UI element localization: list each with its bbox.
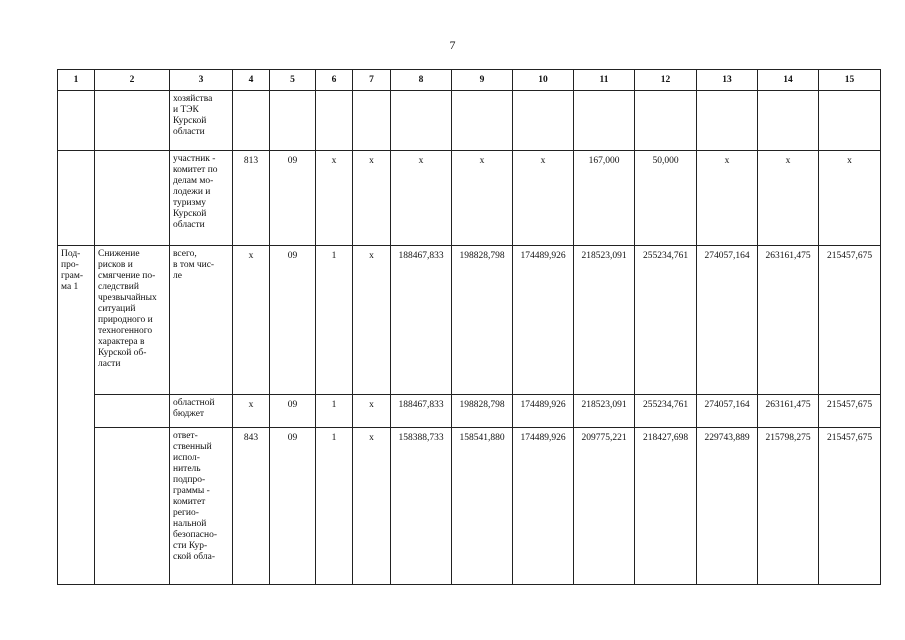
- table-cell: 209775,221: [574, 428, 635, 585]
- header-col-7: 7: [353, 70, 391, 91]
- table-cell: 255234,761: [635, 246, 697, 395]
- header-col-8: 8: [391, 70, 452, 91]
- subprogram-label-cell: [58, 246, 95, 585]
- header-col-1: 1: [58, 70, 95, 91]
- table-cell: [95, 246, 170, 395]
- table-cell: 1: [316, 395, 353, 428]
- table-cell: 263161,475: [758, 246, 819, 395]
- cell-text: участник - комитет по делам мо- лодежи и туризму Курской области: [173, 154, 218, 230]
- table-row: [58, 91, 881, 151]
- table-cell: 50,000: [635, 151, 697, 246]
- table-cell: х: [353, 428, 391, 585]
- table-cell: [270, 91, 316, 151]
- table-cell: 188467,833: [391, 246, 452, 395]
- table-cell: [697, 91, 758, 151]
- table-cell: 174489,926: [513, 395, 574, 428]
- cell-text: хозяйства и ТЭК Курской области: [173, 94, 213, 137]
- table-cell: х: [758, 151, 819, 246]
- table-row: [58, 428, 881, 585]
- cell-text: Снижение рисков и смягчение по- следствий чрезвычайных ситуаций природного и техногенного характера в Курской об- ласти: [98, 249, 157, 369]
- table-cell: 215457,675: [819, 246, 881, 395]
- table-cell: 813: [233, 151, 270, 246]
- table-cell: 09: [270, 428, 316, 585]
- table-cell: х: [391, 151, 452, 246]
- table-cell: [353, 91, 391, 151]
- table-cell: [58, 151, 95, 246]
- table-cell: 218523,091: [574, 246, 635, 395]
- budget-table: [57, 69, 881, 585]
- header-col-14: 14: [758, 70, 819, 91]
- table-cell: 174489,926: [513, 246, 574, 395]
- table-cell: 09: [270, 151, 316, 246]
- header-col-6: 6: [316, 70, 353, 91]
- table-cell: [391, 91, 452, 151]
- header-row: [58, 70, 881, 91]
- table-cell: [170, 428, 233, 585]
- table-cell: [316, 91, 353, 151]
- table-cell: х: [233, 246, 270, 395]
- table-cell: х: [513, 151, 574, 246]
- table-cell: 1: [316, 428, 353, 585]
- table-cell: 188467,833: [391, 395, 452, 428]
- table-row: [58, 246, 881, 395]
- table-cell: 229743,889: [697, 428, 758, 585]
- cell-text: Под- про- грам- ма 1: [61, 249, 84, 292]
- table-cell: 09: [270, 246, 316, 395]
- table-cell: [95, 395, 170, 428]
- table-cell: 215798,275: [758, 428, 819, 585]
- table-cell: 215457,675: [819, 428, 881, 585]
- table-cell: [95, 91, 170, 151]
- table-cell: х: [353, 246, 391, 395]
- table-cell: х: [819, 151, 881, 246]
- cell-text: всего, в том чис- ле: [173, 249, 215, 281]
- table-cell: [170, 395, 233, 428]
- header-col-5: 5: [270, 70, 316, 91]
- table-cell: 218427,698: [635, 428, 697, 585]
- header-col-9: 9: [452, 70, 513, 91]
- table-cell: 843: [233, 428, 270, 585]
- table-cell: 263161,475: [758, 395, 819, 428]
- table-cell: 158541,880: [452, 428, 513, 585]
- table-cell: х: [697, 151, 758, 246]
- table-cell: 167,000: [574, 151, 635, 246]
- table-row: [58, 395, 881, 428]
- table-cell: 274057,164: [697, 246, 758, 395]
- table-cell: 09: [270, 395, 316, 428]
- table-cell: [95, 428, 170, 585]
- table-cell: [635, 91, 697, 151]
- table-cell: [58, 91, 95, 151]
- table-cell: [513, 91, 574, 151]
- table-cell: [233, 91, 270, 151]
- header-col-3: 3: [170, 70, 233, 91]
- table-cell: 218523,091: [574, 395, 635, 428]
- table-cell: [170, 91, 233, 151]
- table-cell: 1: [316, 246, 353, 395]
- header-col-10: 10: [513, 70, 574, 91]
- header-col-12: 12: [635, 70, 697, 91]
- table-cell: х: [233, 395, 270, 428]
- table-cell: х: [452, 151, 513, 246]
- table-row: [58, 151, 881, 246]
- header-col-13: 13: [697, 70, 758, 91]
- table-cell: х: [353, 395, 391, 428]
- table-cell: 255234,761: [635, 395, 697, 428]
- table-cell: [95, 151, 170, 246]
- header-col-15: 15: [819, 70, 881, 91]
- table-cell: 158388,733: [391, 428, 452, 585]
- header-col-2: 2: [95, 70, 170, 91]
- table-cell: [170, 246, 233, 395]
- table-cell: 215457,675: [819, 395, 881, 428]
- table-cell: 198828,798: [452, 395, 513, 428]
- table-cell: 274057,164: [697, 395, 758, 428]
- table-cell: [452, 91, 513, 151]
- cell-text: ответ- ственный испол- нитель подпро- граммы - комитет регио- нальной безопасно- сти Кур- ской обла-: [173, 431, 218, 562]
- page-number: 7: [449, 38, 456, 52]
- table-cell: [574, 91, 635, 151]
- table-cell: [758, 91, 819, 151]
- table-cell: х: [316, 151, 353, 246]
- table-cell: [170, 151, 233, 246]
- table-cell: 198828,798: [452, 246, 513, 395]
- table-cell: [819, 91, 881, 151]
- header-col-4: 4: [233, 70, 270, 91]
- table-cell: х: [353, 151, 391, 246]
- header-col-11: 11: [574, 70, 635, 91]
- table-cell: 174489,926: [513, 428, 574, 585]
- cell-text: областной бюджет: [173, 398, 215, 419]
